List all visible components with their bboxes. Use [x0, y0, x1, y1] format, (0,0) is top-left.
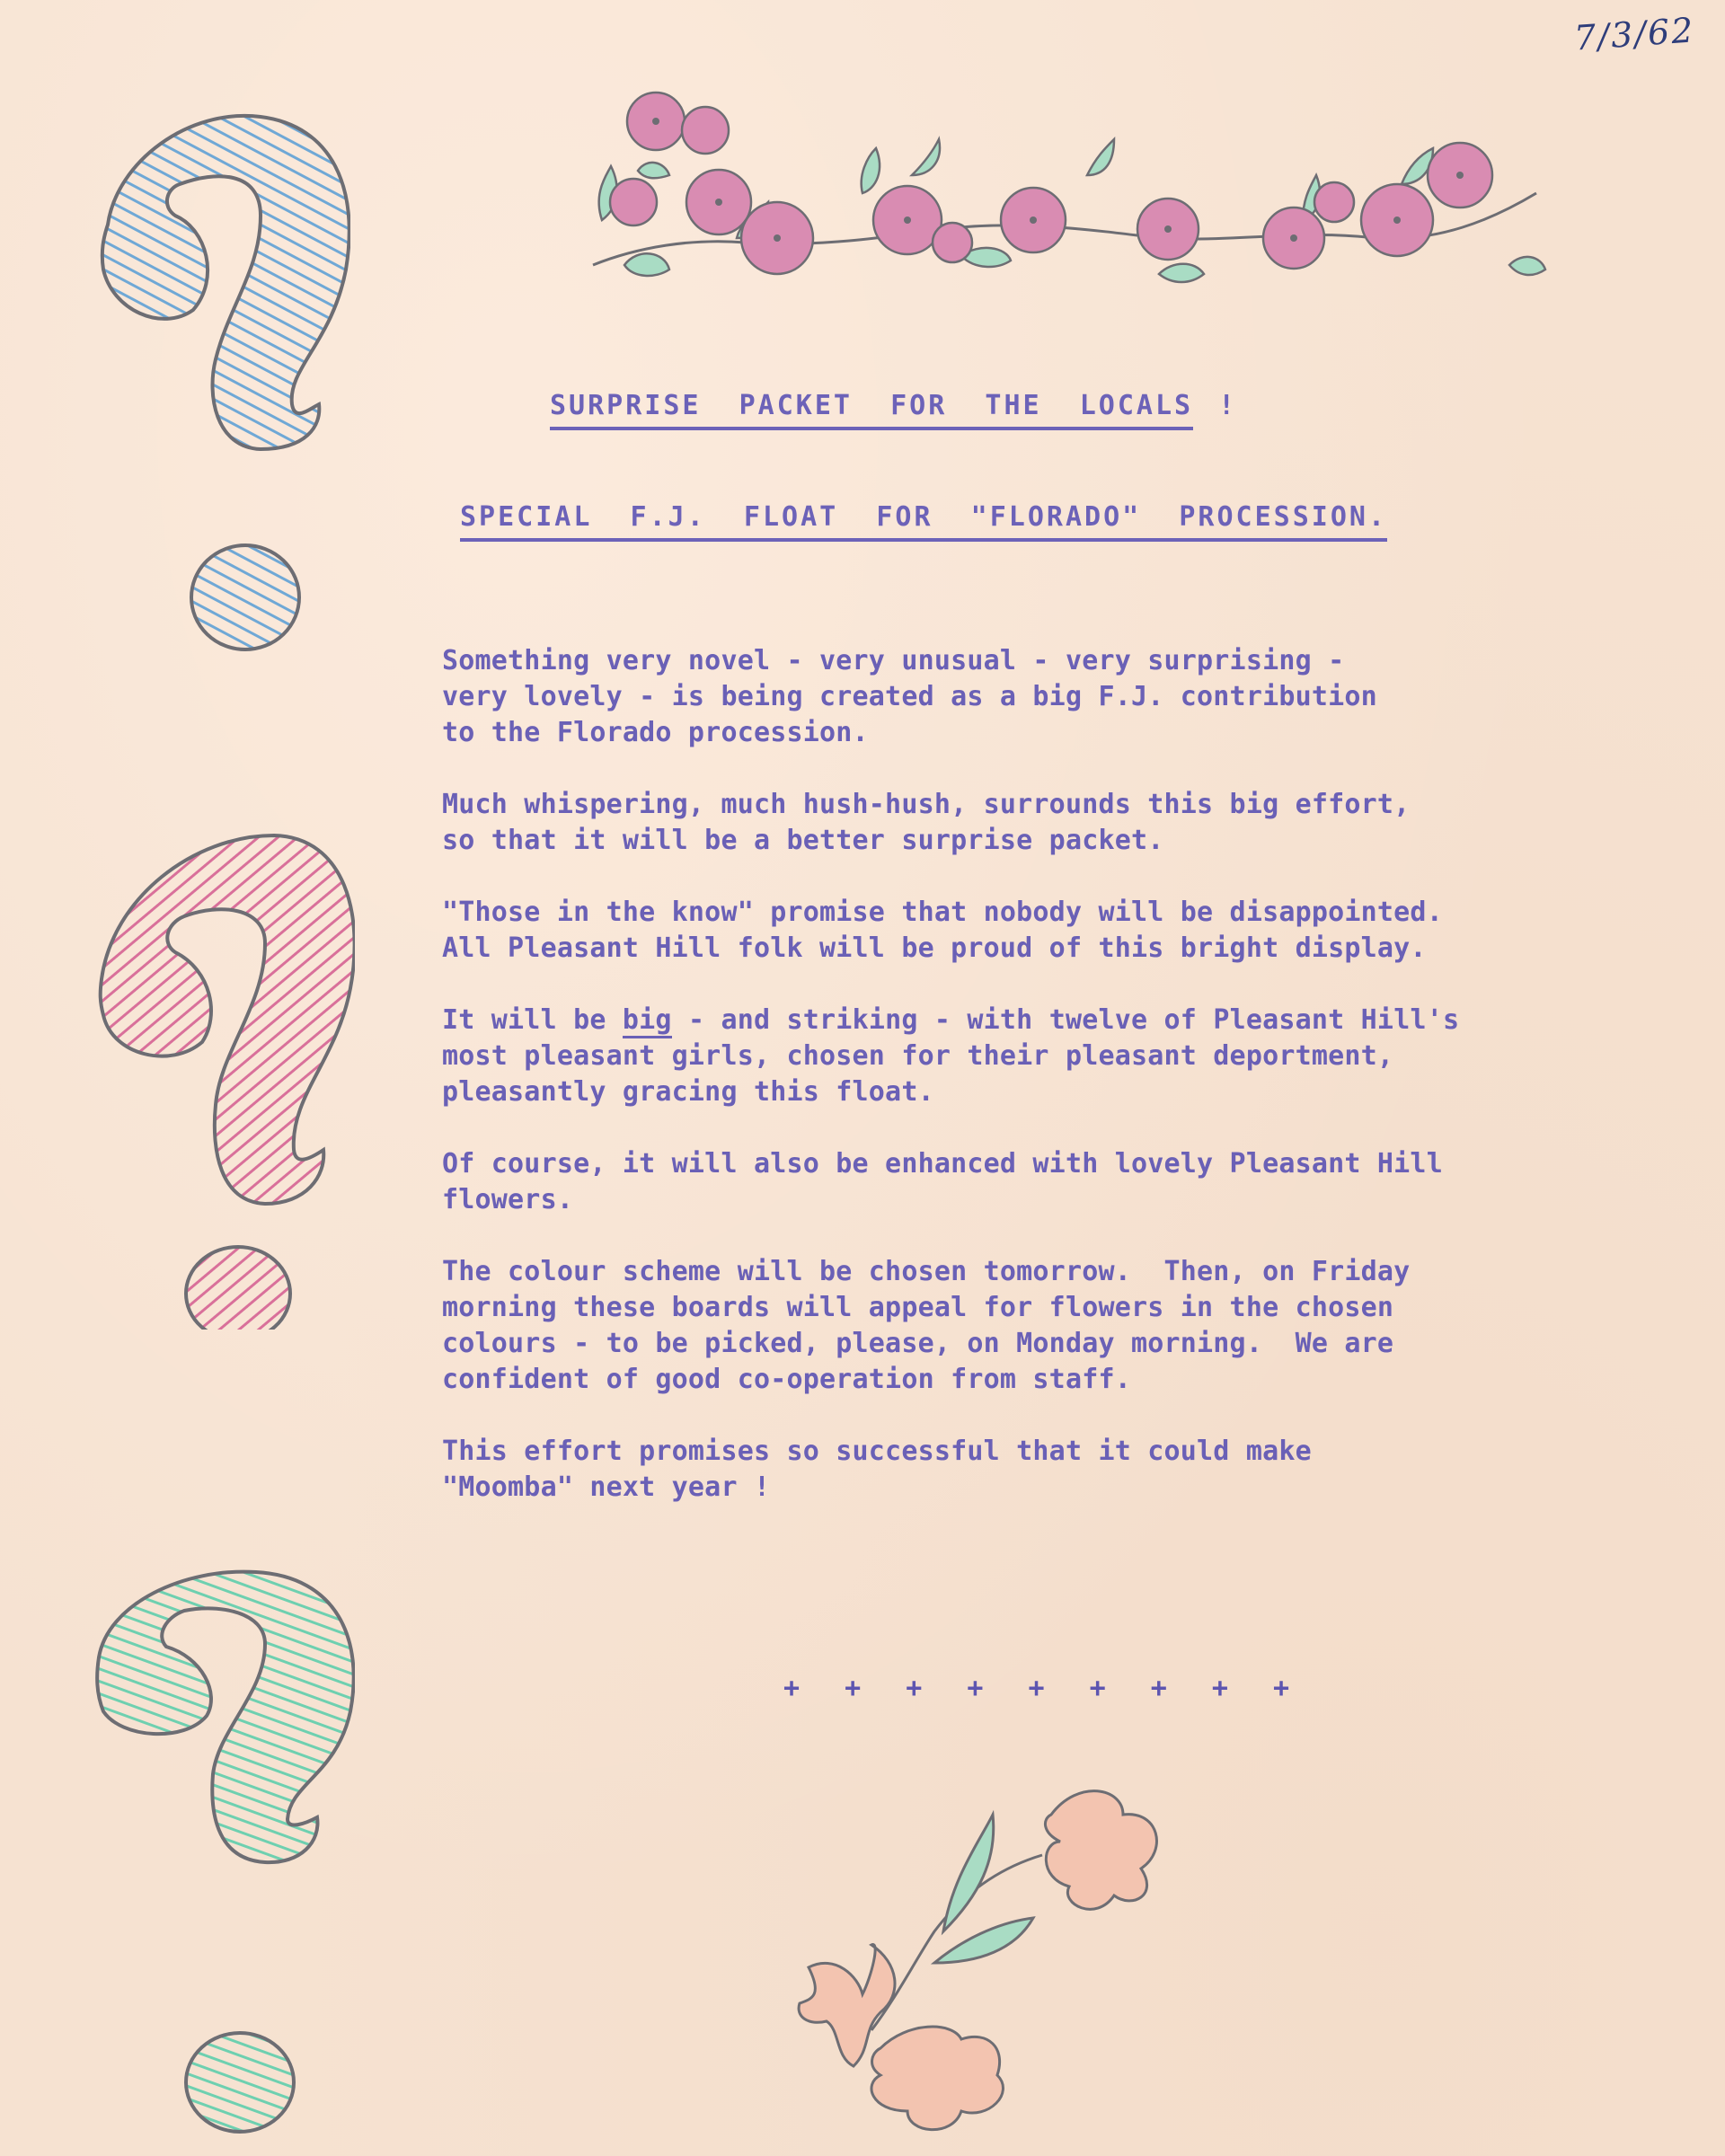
flower-garland-illustration	[584, 85, 1563, 310]
paragraph: Of course, it will also be enhanced with lovely Pleasant Hill flowers.	[442, 1148, 1443, 1215]
document-heading	[550, 390, 1237, 421]
paragraph: Something very novel - very unusual - very surprising - very lovely - is being created as a big F.J. contribution to the Florado procession.	[442, 645, 1377, 748]
heading-text: SURPRISE PACKET FOR THE LOCALS	[550, 390, 1193, 430]
document-subheading	[460, 501, 1387, 533]
handwritten-date: 7/3/62	[1572, 10, 1696, 58]
pink-question-mark-icon	[85, 826, 355, 1330]
underlined-word: big	[623, 1004, 672, 1038]
document-body	[442, 643, 1610, 1542]
closing-divider: + + + + + + + + +	[783, 1673, 1305, 1704]
paragraph: Much whispering, much hush-hush, surrounds this big effort, so that it will be a better surprise packet.	[442, 789, 1411, 856]
paragraph: It will be big - and striking - with twelve of Pleasant Hill's most pleasant girls, chosen for their pleasant deportment, pleasantly gracing this float.	[442, 1004, 1460, 1108]
subheading-text: SPECIAL F.J. FLOAT FOR "FLORADO" PROCESSION.	[460, 501, 1387, 542]
paragraph: This effort promises so successful that it could make "Moomba" next year !	[442, 1436, 1312, 1503]
paragraph: The colour scheme will be chosen tomorrow. Then, on Friday morning these boards will appeal for flowers in the chosen colours - to be picked, please, on Monday morning. We are confident of good co-operation from staff.	[442, 1256, 1411, 1395]
paragraph: "Those in the know" promise that nobody will be disappointed. All Pleasant Hill folk will be proud of this bright display.	[442, 897, 1443, 964]
flower-spray-illustration	[773, 1761, 1168, 2138]
blue-question-mark-icon	[81, 108, 350, 665]
green-question-mark-icon	[85, 1559, 355, 2143]
heading-exclamation: !	[1218, 390, 1238, 421]
